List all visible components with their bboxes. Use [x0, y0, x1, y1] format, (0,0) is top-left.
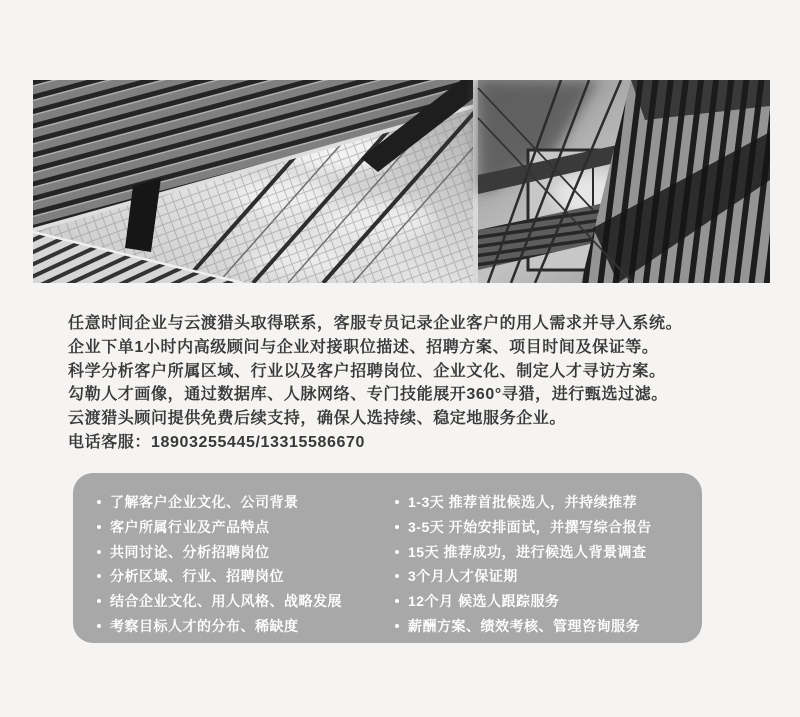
- list-item: [393, 614, 693, 639]
- bullet-icon: [395, 574, 399, 578]
- service-item-label: 分析区域、行业、招聘岗位: [110, 568, 284, 585]
- services-box: [73, 473, 702, 643]
- list-item: [393, 490, 693, 515]
- hero-photo: [33, 80, 770, 283]
- intro-line: 云渡猎头顾问提供免费后续支持，确保人选持续、稳定地服务企业。: [68, 410, 567, 428]
- service-item-label: 15天 推荐成功，进行候选人背景调查: [408, 543, 647, 560]
- list-item: [95, 564, 385, 589]
- service-item-label: 薪酬方案、绩效考核、管理咨询服务: [408, 617, 640, 634]
- intro-line: 科学分析客户所属区域、行业以及客户招聘岗位、企业文化、制定人才寻访方案。: [68, 362, 666, 380]
- services-list-left: [95, 490, 385, 639]
- bullet-icon: [97, 550, 101, 554]
- list-item: [95, 614, 385, 639]
- bullet-icon: [395, 599, 399, 603]
- bullet-icon: [395, 525, 399, 529]
- bullet-icon: [395, 624, 399, 628]
- service-item-label: 3-5天 开始安排面试，并撰写综合报告: [408, 518, 652, 535]
- bullet-icon: [97, 599, 101, 603]
- list-item: [95, 540, 385, 565]
- service-item-label: 12个月 候选人跟踪服务: [408, 593, 560, 610]
- service-item-label: 3个月人才保证期: [408, 568, 518, 585]
- list-item: [95, 490, 385, 515]
- list-item: [95, 515, 385, 540]
- phone-line: 电话客服：18903255445/13315586670: [68, 433, 366, 451]
- list-item: [393, 540, 693, 565]
- bullet-icon: [97, 500, 101, 504]
- intro-line: 任意时间企业与云渡猎头取得联系，客服专员记录企业客户的用人需求并导入系统。: [68, 315, 683, 332]
- list-item: [393, 515, 693, 540]
- list-item: [393, 589, 693, 614]
- list-item: [95, 589, 385, 614]
- service-item-label: 客户所属行业及产品特点: [110, 518, 270, 535]
- intro-text: [68, 312, 758, 455]
- service-item-label: 了解客户企业文化、公司背景: [110, 494, 299, 510]
- bullet-icon: [395, 500, 399, 504]
- service-item-label: 考察目标人才的分布、稀缺度: [110, 617, 299, 634]
- bullet-icon: [97, 525, 101, 529]
- list-item: [393, 564, 693, 589]
- intro-line: 勾勒人才画像，通过数据库、人脉网络、专门技能展开360°寻猎，进行甄选过滤。: [68, 386, 668, 404]
- services-list-right: [393, 490, 693, 639]
- bullet-icon: [395, 550, 399, 554]
- service-item-label: 共同讨论、分析招聘岗位: [110, 543, 270, 560]
- service-item-label: 结合企业文化、用人风格、战略发展: [110, 593, 342, 610]
- intro-line: 企业下单1小时内高级顾问与企业对接职位描述、招聘方案、项目时间及保证等。: [68, 338, 659, 356]
- bullet-icon: [97, 624, 101, 628]
- service-item-label: 1-3天 推荐首批候选人，并持续推荐: [408, 494, 638, 510]
- hero-photo-graphic: [33, 80, 770, 283]
- bullet-icon: [97, 574, 101, 578]
